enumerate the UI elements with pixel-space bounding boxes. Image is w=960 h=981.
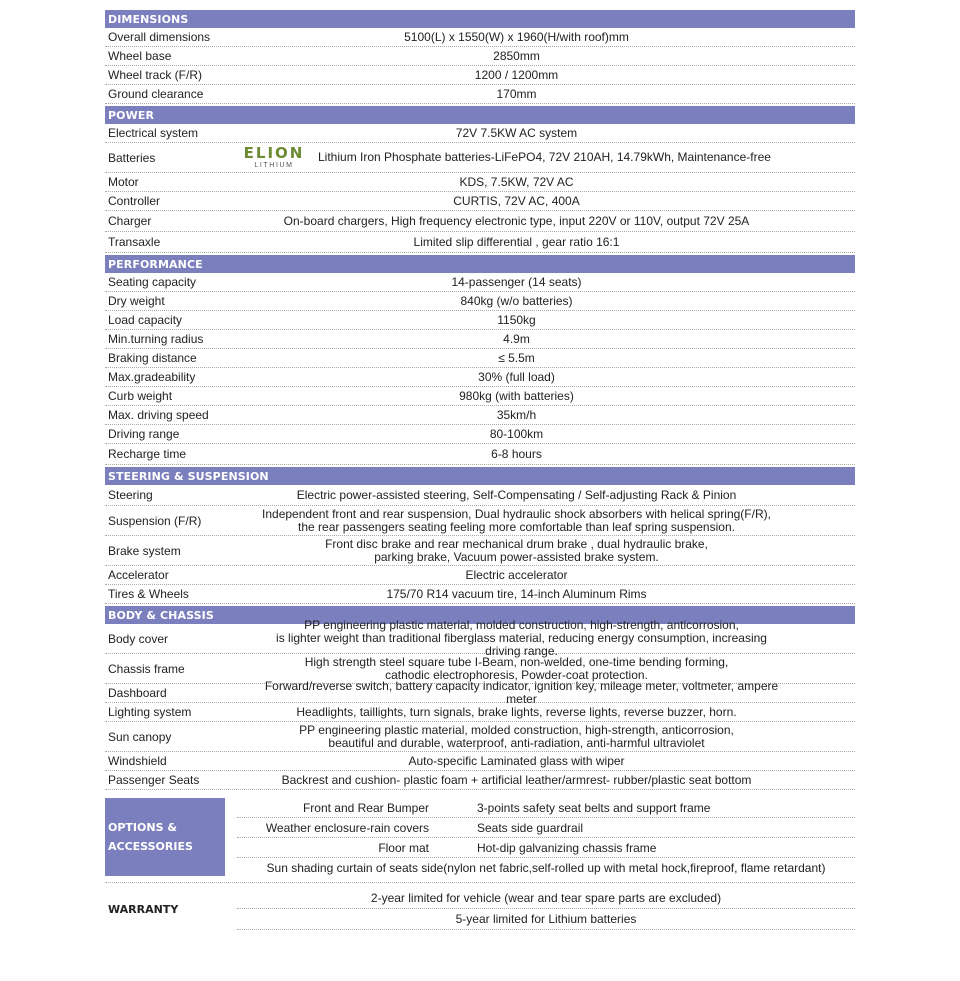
- spec-label: Braking distance: [108, 351, 197, 365]
- options-title-line2: ACCESSORIES: [108, 840, 193, 853]
- spec-label: Load capacity: [108, 313, 183, 327]
- spec-row: [105, 425, 855, 444]
- spec-value: [243, 143, 855, 170]
- spec-value-line: 2850mm: [493, 48, 540, 63]
- option-item: Hot-dip galvanizing chassis frame: [477, 840, 657, 855]
- options-row: [237, 798, 855, 818]
- spec-value-line: 170mm: [496, 86, 537, 101]
- spec-sections: [105, 10, 855, 790]
- spec-value-line: PP engineering plastic material, molded construction, high-strength, anticorrosion,: [299, 722, 734, 737]
- spec-value-line: is lighter weight than traditional fiberglass material, reducing energy consumption, increasing driving range.: [276, 631, 767, 658]
- warranty-section: [105, 882, 855, 930]
- spec-row: [105, 211, 855, 232]
- spec-value-line: 30% (full load): [478, 369, 555, 384]
- spec-row: [105, 444, 855, 465]
- spec-value: [258, 755, 855, 768]
- options-accessories: [105, 798, 855, 876]
- spec-value-line: ≤ 5.5m: [498, 350, 535, 365]
- spec-value-line: 80-100km: [489, 426, 544, 441]
- spec-value-line: 1150kg: [497, 312, 536, 327]
- spec-label: Max.gradeability: [108, 370, 196, 384]
- spec-value: [258, 31, 855, 44]
- spec-value-line: 14-passenger (14 seats): [451, 274, 582, 289]
- spec-label: Dashboard: [108, 686, 167, 700]
- spec-label: Ground clearance: [108, 87, 204, 101]
- spec-value-line: Auto-specific Laminated glass with wiper: [408, 753, 625, 768]
- spec-value: [258, 352, 855, 365]
- spec-label: Windshield: [108, 754, 167, 768]
- spec-row: [105, 192, 855, 211]
- spec-label: Steering: [108, 488, 153, 502]
- spec-value-line: Independent front and rear suspension, Dual hydraulic shock absorbers with helical spring(F/R),: [262, 506, 771, 521]
- spec-row: [105, 618, 855, 658]
- spec-value-line: beautiful and durable, waterproof, anti-radiation, anti-harmful ultraviolet: [328, 735, 705, 750]
- spec-sheet: [105, 8, 855, 930]
- spec-value-line: Electric accelerator: [465, 567, 568, 582]
- spec-label: Chassis frame: [108, 661, 185, 676]
- spec-label: Wheel track (F/R): [108, 68, 203, 82]
- spec-value-line: Limited slip differential , gear ratio 16:1: [413, 234, 620, 249]
- options-grid: [237, 798, 855, 876]
- spec-row: [105, 85, 855, 104]
- spec-value-line: Headlights, taillights, turn signals, brake lights, reverse lights, reverse buzzer, horn.: [296, 704, 737, 719]
- section-header: PERFORMANCE: [105, 255, 855, 273]
- spec-label: Wheel base: [108, 49, 172, 63]
- spec-value-line: Forward/reverse switch, battery capacity indicator, ignition key, mileage meter, voltmeter, ampere meter: [264, 679, 779, 706]
- spec-value-line: 1200 / 1200mm: [474, 67, 559, 82]
- spec-value: [258, 88, 855, 101]
- spec-row: [105, 387, 855, 406]
- spec-row: [105, 232, 855, 253]
- option-item: Weather enclosure-rain covers: [265, 820, 429, 835]
- spec-label: Accelerator: [108, 568, 169, 582]
- spec-value-line: 980kg (with batteries): [459, 388, 574, 403]
- spec-row: [105, 47, 855, 66]
- spec-label: Brake system: [108, 543, 181, 558]
- spec-value: [258, 295, 855, 308]
- spec-row: [105, 311, 855, 330]
- spec-value: [258, 371, 855, 384]
- spec-value: [258, 390, 855, 403]
- spec-value-line: 5100(L) x 1550(W) x 1960(H/with roof)mm: [404, 29, 629, 44]
- spec-value: [258, 50, 855, 63]
- spec-value-line: 175/70 R14 vacuum tire, 14-inch Aluminum Rims: [386, 586, 647, 601]
- spec-value-line: Front disc brake and rear mechanical drum brake , dual hydraulic brake,: [325, 536, 708, 551]
- spec-label: Charger: [108, 214, 152, 228]
- spec-row: [105, 585, 855, 604]
- spec-value: [258, 724, 855, 750]
- spec-row: [105, 124, 855, 143]
- spec-label: Sun canopy: [108, 729, 172, 744]
- spec-row: [105, 752, 855, 771]
- spec-value: [258, 619, 855, 658]
- spec-value-line: PP engineering plastic material, molded construction, high-strength, anticorrosion,: [304, 618, 739, 632]
- spec-row: [105, 536, 855, 566]
- spec-value: [258, 448, 855, 461]
- spec-row: [105, 485, 855, 506]
- spec-value-line: 6-8 hours: [491, 446, 542, 461]
- logo-sub: LITHIUM: [254, 161, 294, 169]
- spec-label: Passenger Seats: [108, 773, 200, 787]
- spec-value-line: 4.9m: [503, 331, 530, 346]
- spec-value: [258, 774, 855, 787]
- spec-value-line: CURTIS, 72V AC, 400A: [453, 193, 580, 208]
- option-item: Front and Rear Bumper: [302, 800, 429, 815]
- section-header: POWER: [105, 106, 855, 124]
- section-header: DIMENSIONS: [105, 10, 855, 28]
- spec-label: Tires & Wheels: [108, 587, 189, 601]
- spec-row: [105, 506, 855, 536]
- spec-value: [258, 215, 855, 228]
- warranty-heading: WARRANTY: [108, 902, 179, 916]
- spec-row: [105, 143, 855, 173]
- elion-lithium-logo: [243, 143, 305, 170]
- spec-value: [258, 588, 855, 601]
- warranty-item: 2-year limited for vehicle (wear and tear spare parts are excluded): [237, 888, 855, 909]
- warranty-items: [237, 888, 855, 930]
- spec-label: Controller: [108, 194, 161, 208]
- spec-value: [258, 195, 855, 208]
- option-item: Floor mat: [378, 840, 429, 855]
- spec-row: [105, 406, 855, 425]
- spec-row: [105, 173, 855, 192]
- spec-label: Overall dimensions: [108, 30, 211, 44]
- spec-row: [105, 66, 855, 85]
- spec-value: [258, 428, 855, 441]
- spec-value: [258, 508, 855, 534]
- warranty-item: 5-year limited for Lithium batteries: [237, 909, 855, 930]
- spec-value-line: 840kg (w/o batteries): [460, 293, 573, 308]
- options-row-full: [237, 858, 855, 877]
- spec-row: [105, 28, 855, 47]
- spec-value-line: KDS, 7.5KW, 72V AC: [459, 174, 574, 189]
- spec-label: Electrical system: [108, 126, 199, 140]
- spec-value-line: Electric power-assisted steering, Self-Compensating / Self-adjusting Rack & Pinion: [296, 487, 737, 502]
- spec-value: [258, 489, 855, 502]
- section-header: STEERING & SUSPENSION: [105, 467, 855, 485]
- spec-label: Recharge time: [108, 447, 187, 461]
- spec-value-text: Lithium Iron Phosphate batteries-LiFePO4, 72V 210AH, 14.79kWh, Maintenance-free: [318, 150, 771, 164]
- spec-value-line: the rear passengers seating feeling more comfortable than leaf spring suspension.: [298, 519, 735, 534]
- spec-label: Min.turning radius: [108, 332, 204, 346]
- spec-label: Motor: [108, 175, 139, 189]
- spec-value-line: High strength steel square tube I-Beam, non-welded, one-time bending forming,: [304, 654, 729, 669]
- spec-label: Batteries: [108, 150, 156, 165]
- spec-value: [258, 656, 855, 682]
- spec-value-line: cathodic electrophoresis, Powder-coat protection.: [385, 667, 648, 682]
- spec-row: [105, 703, 855, 722]
- spec-value-line: parking brake, Vacuum power-assisted brake system.: [374, 549, 659, 564]
- spec-label: Body cover: [108, 631, 169, 646]
- options-row: [237, 818, 855, 838]
- spec-value: [258, 706, 855, 719]
- spec-value-line: On-board chargers, High frequency electronic type, input 220V or 110V, output 72V 25A: [283, 213, 750, 228]
- spec-value-line: Backrest and cushion- plastic foam + artificial leather/armrest- rubber/plastic seat bottom: [281, 772, 752, 787]
- spec-value: [258, 236, 855, 249]
- logo-name: ELION: [243, 143, 305, 162]
- spec-value: [258, 276, 855, 289]
- spec-value: [258, 127, 855, 140]
- spec-value-line: 72V 7.5KW AC system: [455, 125, 578, 140]
- spec-label: Dry weight: [108, 294, 165, 308]
- spec-row: [105, 679, 855, 706]
- option-item: Seats side guardrail: [477, 820, 584, 835]
- spec-label: Suspension (F/R): [108, 513, 202, 528]
- spec-value: [258, 569, 855, 582]
- spec-value: [258, 333, 855, 346]
- spec-label: Lighting system: [108, 705, 192, 719]
- option-item: 3-points safety seat belts and support frame: [477, 800, 711, 815]
- spec-label: Driving range: [108, 427, 180, 441]
- spec-value: [258, 69, 855, 82]
- spec-label: Seating capacity: [108, 275, 197, 289]
- options-title-line1: OPTIONS &: [108, 821, 177, 834]
- spec-row: [105, 566, 855, 585]
- spec-row: [105, 771, 855, 790]
- spec-label: Transaxle: [108, 235, 161, 249]
- spec-value-line: 35km/h: [496, 407, 537, 422]
- spec-value: [258, 176, 855, 189]
- spec-row: [105, 349, 855, 368]
- option-item: Sun shading curtain of seats side(nylon net fabric,self-rolled up with metal hock,fireproof, flame retardant): [266, 860, 826, 875]
- options-heading: [105, 798, 225, 876]
- spec-value: [258, 538, 855, 564]
- spec-value: [258, 314, 855, 327]
- spec-row: [105, 722, 855, 752]
- spec-value: [258, 409, 855, 422]
- spec-row: [105, 273, 855, 292]
- section-header: BODY & CHASSIS: [105, 606, 855, 624]
- spec-row: [105, 292, 855, 311]
- spec-label: Curb weight: [108, 389, 173, 403]
- spec-row: [105, 330, 855, 349]
- options-row: [237, 838, 855, 858]
- spec-label: Max. driving speed: [108, 408, 209, 422]
- spec-row: [105, 368, 855, 387]
- spec-value: [258, 680, 855, 706]
